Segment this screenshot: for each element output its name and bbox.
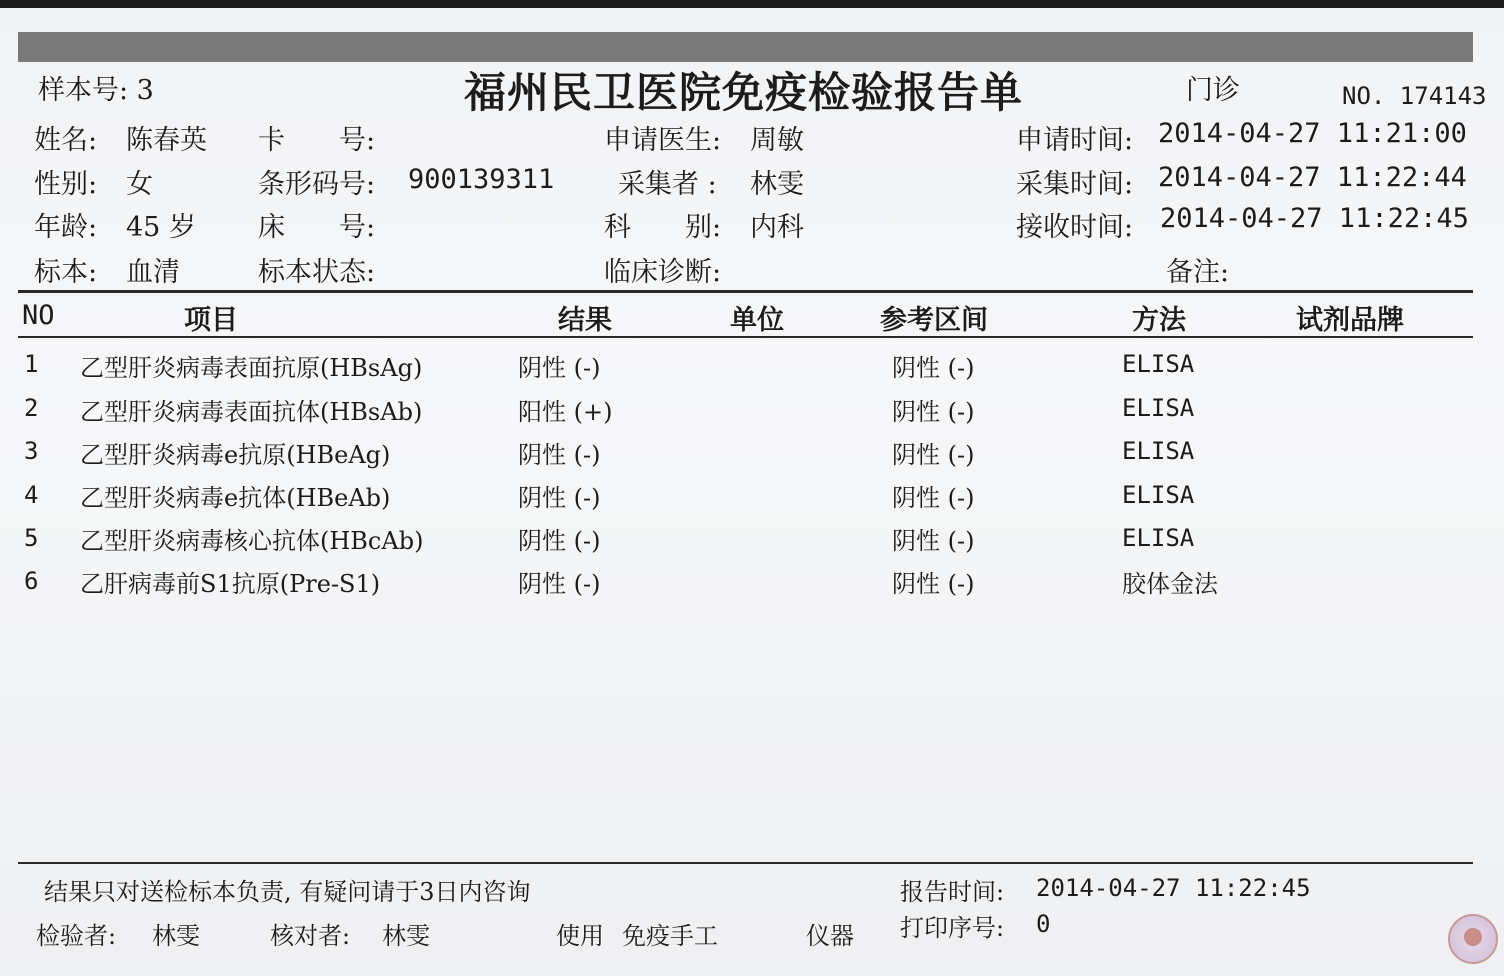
doctor-label: 申请医生: bbox=[604, 125, 722, 156]
row-reference: 阴性 (-) bbox=[892, 354, 975, 382]
collect-time-value: 2014-04-27 11:22:44 bbox=[1158, 162, 1467, 193]
remark-label: 备注: bbox=[1166, 257, 1230, 288]
row-no: 2 bbox=[24, 394, 39, 422]
specimen-label: 标本: bbox=[34, 257, 98, 288]
specimen-status-label: 标本状态: bbox=[258, 257, 376, 288]
row-result: 阴性 (-) bbox=[518, 570, 601, 598]
footer-rule bbox=[18, 862, 1473, 864]
collector-value: 林雯 bbox=[750, 169, 804, 200]
col-header-item: 项目 bbox=[184, 305, 238, 336]
row-no: 6 bbox=[24, 567, 39, 595]
col-header-reagent: 试剂品牌 bbox=[1296, 305, 1404, 336]
print-no-value: 0 bbox=[1036, 910, 1051, 938]
bed-label: 床 号: bbox=[258, 212, 376, 243]
header-band bbox=[18, 32, 1473, 62]
checker-value: 林雯 bbox=[382, 922, 430, 950]
row-method: ELISA bbox=[1122, 394, 1195, 422]
report-time-value: 2014-04-27 11:22:45 bbox=[1036, 874, 1311, 902]
instrument-label: 仪器 bbox=[806, 922, 854, 950]
report-time-label: 报告时间: bbox=[900, 878, 1005, 906]
row-reference: 阴性 (-) bbox=[892, 484, 975, 512]
checker-label: 核对者: bbox=[270, 922, 351, 950]
row-result: 阳性 (+) bbox=[518, 398, 613, 426]
gender-value: 女 bbox=[126, 169, 153, 200]
row-method: ELISA bbox=[1122, 437, 1195, 465]
row-item: 乙型肝炎病毒表面抗体(HBsAb) bbox=[80, 398, 423, 426]
receive-time-label: 接收时间: bbox=[1016, 212, 1134, 243]
row-result: 阴性 (-) bbox=[518, 354, 601, 382]
table-top-rule bbox=[18, 290, 1473, 293]
apply-time-label: 申请时间: bbox=[1016, 125, 1134, 156]
gender-label: 性别: bbox=[34, 169, 98, 200]
visit-type: 门诊 bbox=[1186, 75, 1240, 106]
collector-label: 采集者 : bbox=[618, 169, 717, 200]
row-method: ELISA bbox=[1122, 524, 1195, 552]
row-no: 1 bbox=[24, 350, 39, 378]
print-no-label: 打印序号: bbox=[900, 914, 1005, 942]
col-header-no: NO bbox=[22, 300, 55, 331]
row-item: 乙型肝炎病毒e抗体(HBeAb) bbox=[80, 484, 391, 512]
age-label: 年龄: bbox=[34, 212, 98, 243]
sample-number: 样本号: 3 bbox=[38, 75, 154, 106]
row-method: ELISA bbox=[1122, 481, 1195, 509]
tester-label: 检验者: bbox=[36, 922, 117, 950]
use-value: 免疫手工 bbox=[622, 922, 718, 950]
scan-edge bbox=[0, 0, 1504, 8]
row-item: 乙型肝炎病毒e抗原(HBeAg) bbox=[80, 441, 391, 469]
row-reference: 阴性 (-) bbox=[892, 398, 975, 426]
hospital-seal bbox=[1448, 914, 1498, 964]
row-no: 3 bbox=[24, 437, 39, 465]
col-header-result: 结果 bbox=[558, 305, 612, 336]
barcode-value: 900139311 bbox=[408, 164, 555, 195]
receive-time-value: 2014-04-27 11:22:45 bbox=[1160, 203, 1469, 234]
apply-time-value: 2014-04-27 11:21:00 bbox=[1158, 118, 1467, 149]
use-label: 使用 bbox=[556, 922, 604, 950]
row-reference: 阴性 (-) bbox=[892, 441, 975, 469]
disclaimer: 结果只对送检标本负责, 有疑问请于3日内咨询 bbox=[44, 878, 531, 906]
row-item: 乙型肝炎病毒表面抗原(HBsAg) bbox=[80, 354, 423, 382]
tester-value: 林雯 bbox=[152, 922, 200, 950]
col-header-unit: 单位 bbox=[730, 305, 784, 336]
dept-label: 科 别: bbox=[604, 212, 722, 243]
col-header-reference: 参考区间 bbox=[880, 305, 988, 336]
row-result: 阴性 (-) bbox=[518, 527, 601, 555]
doctor-value: 周敏 bbox=[750, 125, 804, 156]
barcode-label: 条形码号: bbox=[258, 169, 376, 200]
row-method: 胶体金法 bbox=[1122, 570, 1218, 598]
specimen-value: 血清 bbox=[126, 257, 180, 288]
row-no: 4 bbox=[24, 481, 39, 509]
name-value: 陈春英 bbox=[126, 125, 207, 156]
dept-value: 内科 bbox=[750, 212, 804, 243]
row-item: 乙肝病毒前S1抗原(Pre-S1) bbox=[80, 570, 381, 598]
card-label: 卡 号: bbox=[258, 125, 376, 156]
row-item: 乙型肝炎病毒核心抗体(HBcAb) bbox=[80, 527, 424, 555]
row-result: 阴性 (-) bbox=[518, 484, 601, 512]
row-result: 阴性 (-) bbox=[518, 441, 601, 469]
row-reference: 阴性 (-) bbox=[892, 570, 975, 598]
report-number: NO. 174143 bbox=[1342, 82, 1487, 110]
row-reference: 阴性 (-) bbox=[892, 527, 975, 555]
col-header-method: 方法 bbox=[1132, 305, 1186, 336]
row-no: 5 bbox=[24, 524, 39, 552]
age-value: 45 岁 bbox=[126, 212, 196, 243]
name-label: 姓名: bbox=[34, 125, 98, 156]
row-method: ELISA bbox=[1122, 350, 1195, 378]
collect-time-label: 采集时间: bbox=[1016, 169, 1134, 200]
report-title: 福州民卫医院免疫检验报告单 bbox=[464, 68, 1024, 117]
diagnosis-label: 临床诊断: bbox=[604, 257, 722, 288]
